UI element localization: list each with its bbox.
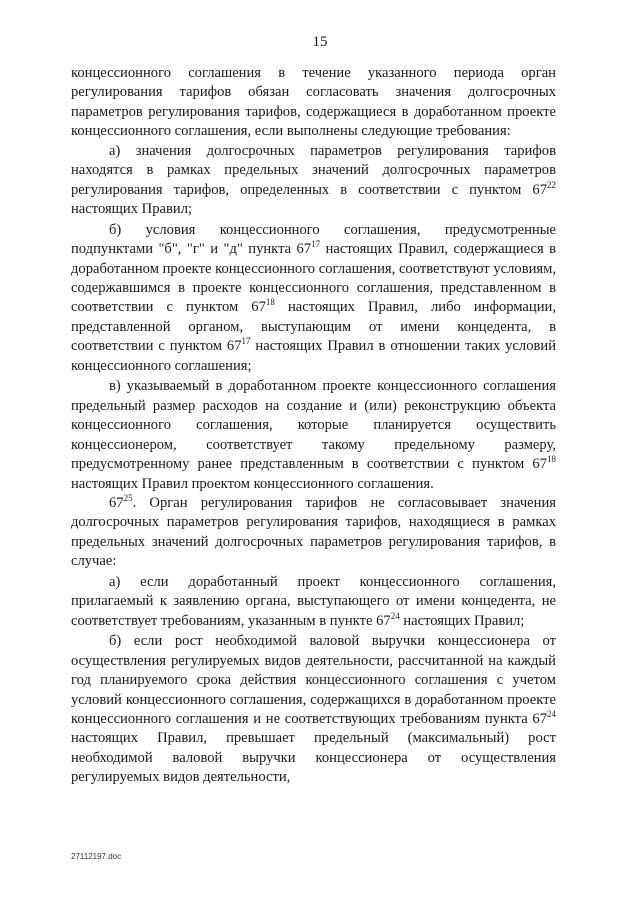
superscript-reference: 22	[547, 179, 556, 190]
text-run: настоящих Правил, превышает предельный (максимальный) рост необходимой валовой выручки концессионера от осуществления регулируемых видов деятельности,	[71, 730, 556, 786]
text-run: настоящих Правил, либо информации, представленной органом, выступающим от имени концедента, в соответствии с пунктом 67	[71, 299, 556, 355]
superscript-reference: 17	[241, 336, 251, 347]
text-run: . Орган регулирования тарифов не согласовывает значения долгосрочных параметров регулирования тарифов, находящиеся в рамках предельных значений долгосрочных параметров регулирования тарифов, в случае:	[71, 494, 556, 570]
paragraph-item-b	[71, 221, 556, 377]
paragraph-item-b-2	[71, 632, 556, 788]
paragraph-clause-67-25	[71, 494, 556, 572]
paragraph-continuation	[71, 64, 556, 142]
superscript-reference: 24	[390, 610, 400, 621]
text-run: концессионного соглашения в течение указанного периода орган регулирования тарифов обязан согласовать значения долгосрочных параметров регулирования тарифов, содержащиеся в доработанном проекте концессионного соглашения, если выполнены следующие требования:	[71, 65, 556, 140]
paragraph-item-a-2	[71, 573, 556, 631]
document-body	[71, 64, 556, 788]
text-run: настоящих Правил;	[71, 201, 193, 218]
paragraph-item-v	[71, 377, 556, 494]
text-run: настоящих Правил в отношении таких условий концессионного соглашения;	[71, 338, 556, 374]
text-run: в) указываемый в доработанном проекте концессионного соглашения предельный размер расходов на создание и (или) реконструкцию объекта концессионного соглашения, которые планируется осуществить концессионером, соответствует такому предельному размеру, предусмотренному ранее представленным в соответствии с пунктом 67	[71, 378, 556, 473]
text-run: а) значения долгосрочных параметров регулирования тарифов находятся в рамках предельных значений долгосрочных параметров регулирования тарифов, определенных в соответствии с пунктом 67	[71, 142, 556, 198]
superscript-reference: 25	[123, 492, 133, 503]
superscript-reference: 18	[547, 454, 556, 465]
text-run: настоящих Правил проектом концессионного соглашения.	[71, 475, 434, 492]
superscript-reference: 18	[265, 297, 275, 308]
text-run: настоящих Правил, содержащиеся в доработанном проекте концессионного соглашения, соответствуют условиям, содержавшимся в проекте концессионного соглашения, представленном в соответствии с пунктом 67	[71, 241, 556, 316]
clause-number: 67	[109, 494, 124, 511]
text-run: б) условия концессионного соглашения, предусмотренные подпунктами "б", "г" и "д" пункта 67	[71, 221, 556, 258]
superscript-reference: 24	[547, 708, 556, 719]
paragraph-item-a	[71, 142, 556, 220]
superscript-reference: 17	[311, 239, 321, 250]
text-run: настоящих Правил;	[399, 612, 525, 629]
page-number: 15	[312, 34, 328, 50]
text-run: б) если рост необходимой валовой выручки концессионера от осуществления регулируемых видов деятельности, рассчитанной на каждый год планируемого срока действия концессионного соглашения с учетом условий концессионного соглашения, содержащихся в доработанном проекте концессионного соглашения и не соответствующих требованиям пункта 67	[71, 633, 556, 727]
text-run: а) если доработанный проект концессионного соглашения, прилагаемый к заявлению органа, выступающего от имени концедента, не соответствует требованиям, указанным в пункте 67	[71, 573, 556, 629]
document-file-code: 27112197.doc	[71, 852, 122, 861]
